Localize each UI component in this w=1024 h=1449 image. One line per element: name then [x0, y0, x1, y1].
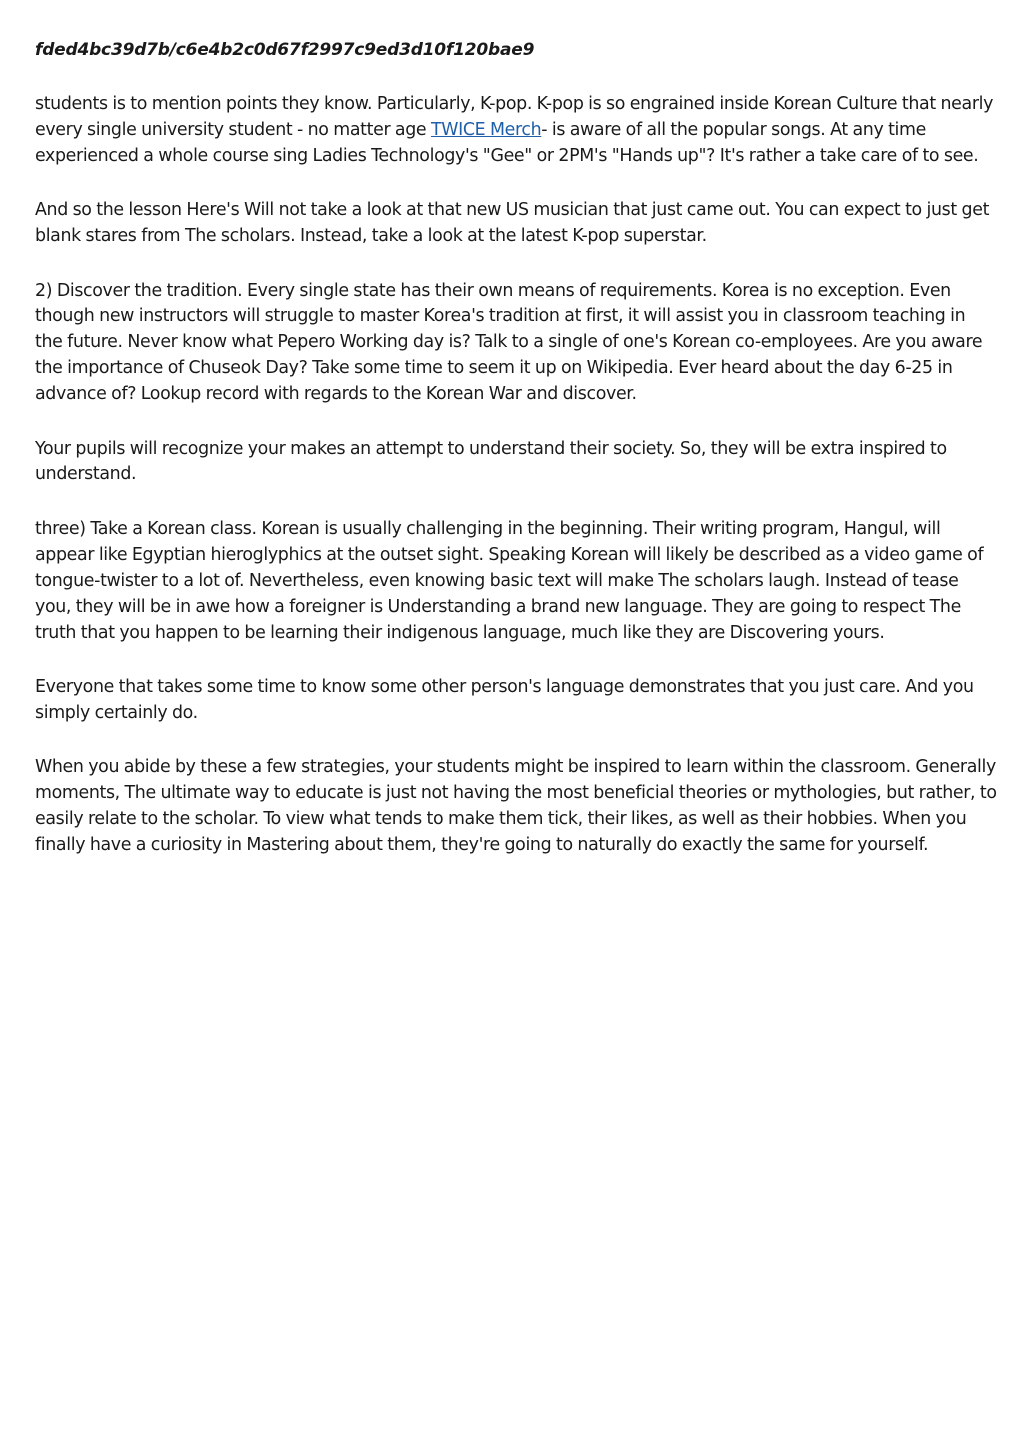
paragraph-society: Your pupils will recognize your makes an attempt to understand their society. So, they will be extra inspired to understand. — [35, 438, 947, 485]
document-page — [35, 38, 997, 887]
paragraph-kpop — [35, 92, 997, 170]
paragraph-language-care: Everyone that takes some time to know some other person's language demonstrates that you just care. And you simply certainly do. — [35, 676, 974, 723]
paragraph-kpop-text-before: students is to mention points they know. Particularly, K-pop. K-pop is so engrained inside Korean Culture that nearly every single university student - no matter age — [35, 94, 994, 140]
paragraph-kpop-text-after: - is aware of all the popular songs. At any time experienced a whole course sing Ladies Technology's "Gee" or 2PM's "Hands up"? It's rather a take care of to see. — [35, 119, 979, 166]
document-title: fded4bc39d7b/c6e4b2c0d67f2997c9ed3d10f120bae9 — [35, 40, 535, 60]
paragraph-lesson: And so the lesson Here's Will not take a look at that new US musician that just came out. You can expect to just get blank stares from The scholars. Instead, take a look at the latest K-pop superstar. — [35, 200, 990, 247]
twice-merch-link[interactable]: TWICE Merch — [430, 119, 542, 140]
paragraph-korean-class: three) Take a Korean class. Korean is usually challenging in the beginning. Their writing program, Hangul, will appear like Egyptian hieroglyphics at the outset sight. Speaking Korean will likely be described as a video game of tongue-twister to a lot of. Nevertheless, even knowing basic text will make The scholars laugh. Instead of tease you, they will be in awe how a foreigner is Understanding a brand new language. They are going to respect The truth that you happen to be learning their indigenous language, much like they are Discovering yours. — [35, 518, 984, 643]
paragraph-tradition: 2) Discover the tradition. Every single state has their own means of requirements. Korea is no exception. Even though new instructors will struggle to master Korea's tradition at first, it will assist you in classroom teaching in the future. Never know what Pepero Working day is? Talk to a single of one's Korean co-employees. Are you aware the importance of Chuseok Day? Take some time to seem it up on Wikipedia. Ever heard about the day 6-25 in advance of? Lookup record with regards to the Korean War and discover. — [35, 280, 983, 405]
paragraph-strategies: When you abide by these a few strategies, your students might be inspired to learn within the classroom. Generally moments, The ultimate way to educate is just not having the most beneficial theories or mythologies, but rather, to easily relate to the scholar. To view what tends to make them tick, their likes, as well as their hobbies. When you finally have a curiosity in Mastering about them, they're going to naturally do exactly the same for yourself. — [35, 757, 997, 855]
